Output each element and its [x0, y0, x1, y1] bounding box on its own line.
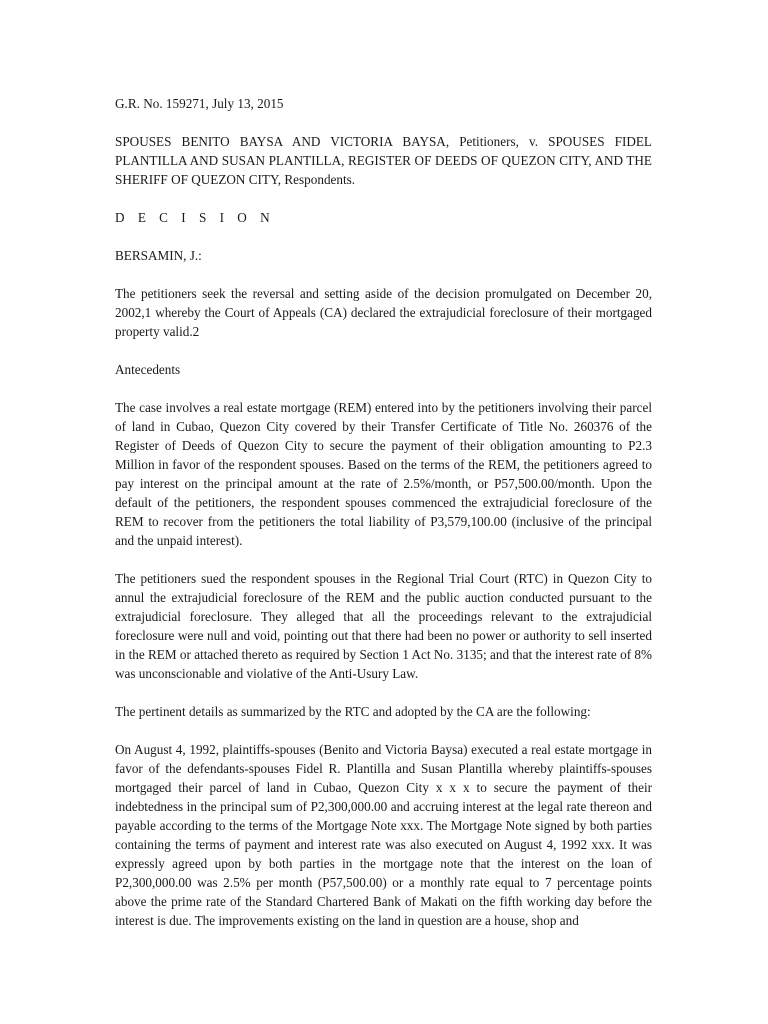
- petitioners-label: Petitioners, v.: [449, 134, 549, 149]
- section-heading-antecedents: Antecedents: [115, 362, 181, 377]
- case-parties: [115, 132, 652, 189]
- paragraph-intro: The petitioners seek the reversal and setting aside of the decision promulgated on December 20, 2002,1 whereby the Court of Appeals (CA) declared the extrajudicial foreclosure of their mortgaged property valid.2: [115, 286, 652, 339]
- paragraph-antecedents-1: The case involves a real estate mortgage (REM) entered into by the petitioners involving their parcel of land in Cubao, Quezon City covered by their Transfer Certificate of Title No. 260376 of the Register of Deeds of Quezon City to secure the payment of their obligation amounting to P2.3 Million in favor of the respondent spouses. Based on the terms of the REM, the petitioners agreed to pay interest on the principal amount at the rate of 2.5%/month, or P57,500.00/month. Upon the default of the petitioners, the respondent spouses commenced the extrajudicial foreclosure of the REM to recover from the petitioners the total liability of P3,579,100.00 (inclusive of the principal and the unpaid interest).: [115, 400, 652, 548]
- case-number: G.R. No. 159271, July 13, 2015: [115, 96, 284, 111]
- paragraph-antecedents-3: The pertinent details as summarized by the RTC and adopted by the CA are the following:: [115, 704, 591, 719]
- respondents-label: Respondents.: [281, 172, 356, 187]
- decision-heading: D E C I S I O N: [115, 210, 275, 225]
- respondents-names: SPOUSES FIDEL PLANTILLA AND SUSAN PLANTILLA, REGISTER OF DEEDS OF QUEZON CITY, AND THE SHERIFF OF QUEZON CITY,: [115, 134, 652, 187]
- ponente: BERSAMIN, J.:: [115, 248, 202, 263]
- petitioners-names: SPOUSES BENITO BAYSA AND VICTORIA BAYSA,: [115, 134, 450, 149]
- paragraph-rtc-summary: On August 4, 1992, plaintiffs-spouses (Benito and Victoria Baysa) executed a real estate mortgage in favor of the defendants-spouses Fidel R. Plantilla and Susan Plantilla whereby plaintiffs-spouses mortgaged their parcel of land in Cubao, Quezon City x x x to secure the payment of their indebtedness in the principal sum of P2,300,000.00 and accruing interest at the legal rate thereon and payable according to the terms of the Mortgage Note xxx. The Mortgage Note signed by both parties containing the terms of payment and interest rate was also executed on August 4, 1992 xxx. It was expressly agreed upon by both parties in the mortgage note that the interest on the loan of P2,300,000.00 was 2.5% per month (P57,500.00) or a monthly rate equal to 7 percentage points above the prime rate of the Standard Chartered Bank of Makati on the fifth working day before the interest is due. The improvements existing on the land in question are a house, shop and: [115, 742, 652, 928]
- document-body: [115, 94, 652, 949]
- paragraph-antecedents-2: The petitioners sued the respondent spouses in the Regional Trial Court (RTC) in Quezon City to annul the extrajudicial foreclosure of the REM and the public auction conducted pursuant to the extrajudicial foreclosure. They alleged that all the proceedings relevant to the extrajudicial foreclosure were null and void, pointing out that there had been no power or authority to sell inserted in the REM or attached thereto as required by Section 1 Act No. 3135; and that the interest rate of 8% was unconscionable and violative of the Anti-Usury Law.: [115, 571, 652, 681]
